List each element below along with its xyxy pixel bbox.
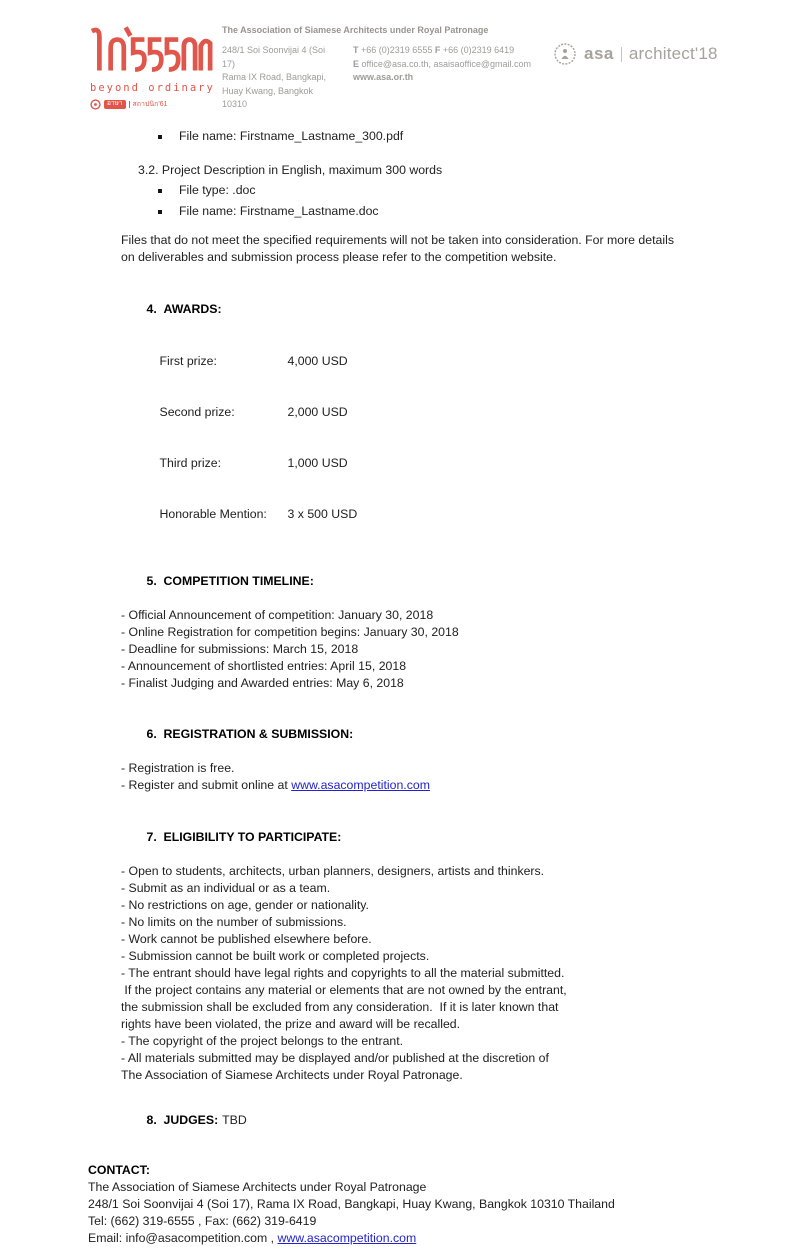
eligibility-item: - No limits on the number of submissions. xyxy=(121,915,347,929)
note-paragraph-line: on deliverables and submission process please refer to the competition website. xyxy=(121,250,557,264)
registration-item: - Registration is free. xyxy=(121,761,235,775)
org-website: www.asa.or.th xyxy=(353,72,414,82)
eligibility-item: - Open to students, architects, urban planners, designers, artists and thinkers. xyxy=(121,864,545,878)
eligibility-item: the submission shall be excluded from any consideration. If it is later known that xyxy=(121,1000,559,1014)
logo-tagline: beyond ordinary xyxy=(90,82,215,94)
contact-line: The Association of Siamese Architects under Royal Patronage xyxy=(88,1180,427,1194)
brand-asa-text: asa xyxy=(584,44,614,63)
org-address: 248/1 Soi Soonvijai 4 (Soi 17) Rama IX Road, Bangkapi, Huay Kwang, Bangkok 10310 xyxy=(222,45,327,109)
eligibility-item: - Submission cannot be built work or completed projects. xyxy=(121,949,430,963)
timeline-item: - Finalist Judging and Awarded entries: May 6, 2018 xyxy=(121,676,404,690)
eligibility-heading: 7. ELIGIBILITY TO PARTICIPATE: xyxy=(146,830,342,844)
registration-item: - Register and submit online at www.asacompetition.com xyxy=(121,778,430,792)
judges-heading: 8. JUDGES: TBD xyxy=(146,1113,247,1127)
timeline-heading: 5. COMPETITION TIMELINE: xyxy=(146,574,314,588)
brand-architect18-text: architect'18 xyxy=(628,44,718,63)
timeline-item: - Online Registration for competition begins: January 30, 2018 xyxy=(121,625,459,639)
asa-architect-brand xyxy=(553,42,718,66)
eligibility-item: - No restrictions on age, gender or nationality. xyxy=(121,898,369,912)
contact-block xyxy=(88,1162,771,1247)
asa-badge-ring-icon xyxy=(90,99,101,110)
contact-line: Tel: (662) 319-6555 , Fax: (662) 319-6419 xyxy=(88,1214,317,1228)
prize-row: Honorable Mention: 3 x 500 USD xyxy=(159,507,358,521)
registration-heading: 6. REGISTRATION & SUBMISSION: xyxy=(146,727,354,741)
list-item: File name: Firstname_Lastname.doc xyxy=(121,203,771,220)
eligibility-item: - Submit as an individual or as a team. xyxy=(121,881,331,895)
eligibility-item: - The entrant should have legal rights and copyrights to all the material submitted. xyxy=(121,966,565,980)
note-paragraph-line: Files that do not meet the specified requirements will not be taken into consideration. For more details xyxy=(121,233,674,247)
square-bullet-icon xyxy=(158,189,162,193)
eligibility-item: rights have been violated, the prize and award will be recalled. xyxy=(121,1017,461,1031)
square-bullet-icon xyxy=(158,135,162,139)
contact-line: 248/1 Soi Soonvijai 4 (Soi 17), Rama IX Road, Bangkapi, Huay Kwang, Bangkok 10310 Thailand xyxy=(88,1197,615,1211)
header-org-block xyxy=(222,25,531,112)
square-bullet-icon xyxy=(158,210,162,214)
eligibility-item: - The copyright of the project belongs to the entrant. xyxy=(121,1034,404,1048)
list-item: File type: .doc xyxy=(121,182,771,199)
timeline-item: - Deadline for submissions: March 15, 2018 xyxy=(121,642,359,656)
eligibility-item: If the project contains any material or elements that are not owned by the entrant, xyxy=(121,983,567,997)
item-3-2: 3.2. Project Description in English, maximum 300 words xyxy=(138,163,443,177)
brand-divider xyxy=(621,47,622,62)
thai-wordmark-logo-icon xyxy=(90,24,212,72)
eligibility-item: The Association of Siamese Architects under Royal Patronage. xyxy=(121,1068,463,1082)
timeline-item: - Official Announcement of competition: January 30, 2018 xyxy=(121,608,434,622)
prize-row: Third prize: 1,000 USD xyxy=(159,456,348,470)
list-item: File name: Firstname_Lastname_300.pdf xyxy=(121,128,771,145)
asa-emblem-icon xyxy=(553,42,577,66)
timeline-item: - Announcement of shortlisted entries: April 15, 2018 xyxy=(121,659,407,673)
eligibility-item: - All materials submitted may be displayed and/or published at the discretion of xyxy=(121,1051,549,1065)
competition-website-link[interactable]: www.asacompetition.com xyxy=(291,778,430,792)
org-name: The Association of Siamese Architects under Royal Patronage xyxy=(222,25,489,35)
document-body xyxy=(0,128,789,1247)
asa-badge-row xyxy=(90,99,220,110)
competition-website-link[interactable]: www.asacompetition.com xyxy=(277,1231,417,1245)
org-contact: T +66 (0)2319 6555 F +66 (0)2319 6419 E office@asa.co.th, asaisaoffice@gmail.com www.asa.or.th xyxy=(353,44,531,112)
asa-badge-chip: อาษา xyxy=(104,100,126,110)
prize-row: First prize: 4,000 USD xyxy=(159,354,348,368)
eligibility-item: - Work cannot be published elsewhere before. xyxy=(121,932,372,946)
awards-heading: 4. AWARDS: xyxy=(146,302,222,316)
contact-heading: CONTACT: xyxy=(88,1163,150,1177)
asa-badge-label: สถาปนิก'61 xyxy=(129,101,168,108)
contact-line: Email: info@asacompetition.com , www.asacompetition.com xyxy=(88,1231,417,1245)
prize-row: Second prize: 2,000 USD xyxy=(159,405,348,419)
thai-logo-block xyxy=(90,24,220,110)
